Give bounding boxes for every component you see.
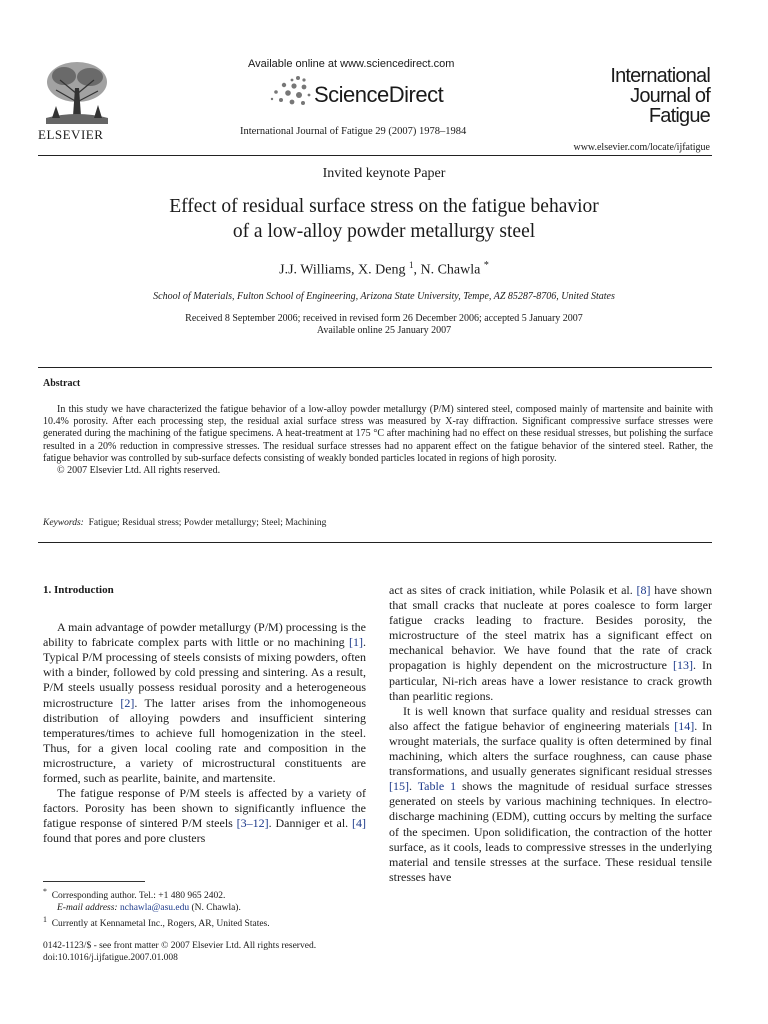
text-run: . In wrought materials, the surface quality is often determined by final machining, which alters the surface roughness, can cause phase transformations, and usually generates significant residual stresses bbox=[389, 718, 712, 779]
sciencedirect-dots-icon bbox=[268, 74, 312, 108]
text-run: have shown that small cracks that nucleate at pores coalesce to form larger fatigue cracks leading to fracture. Besides porosity, the microstructure of the steel matrix has a significant effect on mechanical behavior. We have found that the rate of crack propagation is highly dependent on the microstructure bbox=[389, 583, 712, 673]
publisher-name: ELSEVIER bbox=[38, 127, 104, 142]
citation-link[interactable]: [2] bbox=[120, 695, 135, 710]
available-date: Available online 25 January 2007 bbox=[316, 325, 452, 336]
abstract-bottom-divider bbox=[38, 542, 712, 543]
journal-logo-line: International bbox=[610, 65, 710, 87]
paragraph bbox=[43, 786, 366, 846]
left-column bbox=[43, 583, 366, 847]
citation-link[interactable]: [13] bbox=[673, 658, 693, 673]
journal-logo-line: Journal of bbox=[630, 85, 710, 107]
citation-link[interactable]: [4] bbox=[352, 816, 367, 831]
email-link[interactable]: nchawla@asu.edu bbox=[119, 903, 190, 914]
elsevier-tree-logo bbox=[38, 58, 116, 128]
text-run: shows the magnitude of residual surface stresses generated on steels by various machining techniques. In electro-discharge machining (EDM), cutting occurs by melting the surface of the specimen. Upon solidification, the contraction of the hotter surface, as it cools, leads to compressive stresses in the underlying material and tensile stresses at the surface. These residual tensile stresses have bbox=[389, 779, 712, 884]
footnotes bbox=[43, 886, 270, 930]
issn-line: 0142-1123/$ - see front matter © 2007 Elsevier Ltd. All rights reserved. bbox=[43, 941, 317, 951]
paragraph bbox=[389, 704, 712, 885]
abstract-heading: Abstract bbox=[43, 378, 81, 389]
text-run: . bbox=[409, 779, 418, 794]
author-names: J.J. Williams, X. Deng bbox=[279, 262, 406, 278]
abstract-text: In this study we have characterized the fatigue behavior of a low-alloy powder metallurgy (P/M) sintered steel, composed mainly of martensite and bainite with 10.4% porosity. After each processing step, the residual axial surface stress was measured by X-ray diffraction. Significant compressive surface stresses were generated during the machining of the fatigue specimens. A heat-treatment at 175 °C after machining had no effect on these residual stresses, but polishing the surface resulted in a 20% reduction in compressive stresses. The residual surface stresses had no apparent effect on the fatigue behavior of the sintered steel. Rather, the fatigue behavior was controlled by sub-surface defects consisting of weakly bonded particles located in regions of high porosity. bbox=[43, 404, 713, 464]
text-run: It is well known that surface quality and residual stresses can also affect the fatigue behavior of engineering materials bbox=[389, 703, 712, 733]
right-column bbox=[389, 583, 712, 885]
abstract-body bbox=[43, 404, 713, 477]
text-run: act as sites of crack initiation, while Polasik et al. bbox=[389, 583, 637, 597]
journal-logo bbox=[610, 66, 710, 126]
abstract-top-divider bbox=[38, 367, 712, 368]
table-link[interactable]: Table 1 bbox=[417, 779, 457, 794]
sciencedirect-wordmark: ScienceDirect bbox=[314, 82, 444, 107]
affiliation: School of Materials, Fulton School of Engineering, Arizona State University, Tempe, AZ 85287-8706, United States bbox=[153, 291, 615, 302]
citation-link[interactable]: [14] bbox=[674, 718, 695, 733]
journal-citation: International Journal of Fatigue 29 (2007) 1978–1984 bbox=[240, 126, 467, 137]
text-run: A main advantage of powder metallurgy (P/M) processing is the ability to fabricate complex parts with little or no machining bbox=[43, 620, 366, 650]
keywords-label: Keywords: bbox=[43, 518, 84, 528]
paragraph bbox=[389, 583, 712, 704]
footnote-marker[interactable]: 1 bbox=[408, 260, 414, 270]
available-online-text: Available online at www.sciencedirect.com bbox=[248, 58, 455, 70]
footnote-mark: * bbox=[43, 887, 47, 896]
footnote-text: Corresponding author. Tel.: +1 480 965 2402. bbox=[51, 891, 226, 902]
paper-title-line: of a low-alloy powder metallurgy steel bbox=[232, 221, 536, 242]
article-dates bbox=[0, 313, 768, 337]
citation-link[interactable]: [15] bbox=[389, 779, 409, 794]
text-run: found that pores and pore clusters bbox=[43, 831, 206, 846]
text-run: . In particular, Ni-rich areas have a lower resistance to crack growth than pearlitic regions. bbox=[389, 658, 713, 703]
corresponding-marker[interactable]: * bbox=[483, 260, 489, 271]
keywords-list: Fatigue; Residual stress; Powder metallurgy; Steel; Machining bbox=[88, 518, 327, 528]
keywords bbox=[43, 518, 326, 528]
citation-link[interactable]: [8] bbox=[636, 583, 651, 597]
author-names: , N. Chawla bbox=[413, 262, 481, 278]
email-footnote bbox=[43, 902, 270, 914]
footnote-text: Currently at Kennametal Inc., Rogers, AR, United States. bbox=[51, 919, 270, 930]
text-run: . Typical P/M processing of steels consists of mixing powders, often with a binder, followed by cold pressing and sintering. As a result, P/M steels usually possess residual porosity and a heterogeneous microstructure bbox=[43, 635, 366, 710]
citation-link[interactable]: [3–12] bbox=[236, 816, 269, 831]
text-run: . Danniger et al. bbox=[268, 816, 353, 831]
footnote-mark: 1 bbox=[43, 915, 47, 925]
corresponding-footnote bbox=[43, 886, 270, 902]
journal-logo-line: Fatigue bbox=[648, 105, 710, 127]
section-heading: 1. Introduction bbox=[43, 584, 114, 596]
footnote-divider bbox=[43, 881, 145, 882]
paper-title-line: Effect of residual surface stress on the fatigue behavior bbox=[169, 196, 599, 217]
header-divider bbox=[38, 155, 712, 156]
email-label: E-mail address: bbox=[57, 903, 118, 914]
paper-type: Invited keynote Paper bbox=[322, 166, 446, 181]
affiliation-footnote bbox=[43, 914, 270, 930]
front-matter bbox=[43, 940, 316, 964]
journal-url-link[interactable]: www.elsevier.com/locate/ijfatigue bbox=[573, 142, 710, 153]
citation-link[interactable]: [1] bbox=[349, 635, 363, 650]
text-run: The fatigue response of P/M steels is affected by a variety of factors. Porosity has been shown to significantly influence the fatigue response of sintered P/M steels bbox=[43, 786, 366, 831]
paper-title bbox=[60, 194, 708, 244]
paragraph bbox=[43, 620, 366, 786]
received-dates: Received 8 September 2006; received in revised form 26 December 2006; accepted 5 January 2007 bbox=[185, 313, 583, 324]
abstract-copyright: © 2007 Elsevier Ltd. All rights reserved. bbox=[57, 465, 221, 477]
text-run: . The latter arises from the inhomogeneous distribution of alloying powders and insufficient sintering temperatures/times to achieve full homogenization in the steel. Thus, for a given local cooling rate and composition in the microstructure, a variety of microstructural constituents are formed, such as pearlite, bainite, and martensite. bbox=[43, 695, 366, 786]
author-list bbox=[0, 260, 768, 279]
doi-line[interactable]: doi:10.1016/j.ijfatigue.2007.01.008 bbox=[43, 953, 178, 963]
email-owner: (N. Chawla). bbox=[189, 903, 241, 914]
